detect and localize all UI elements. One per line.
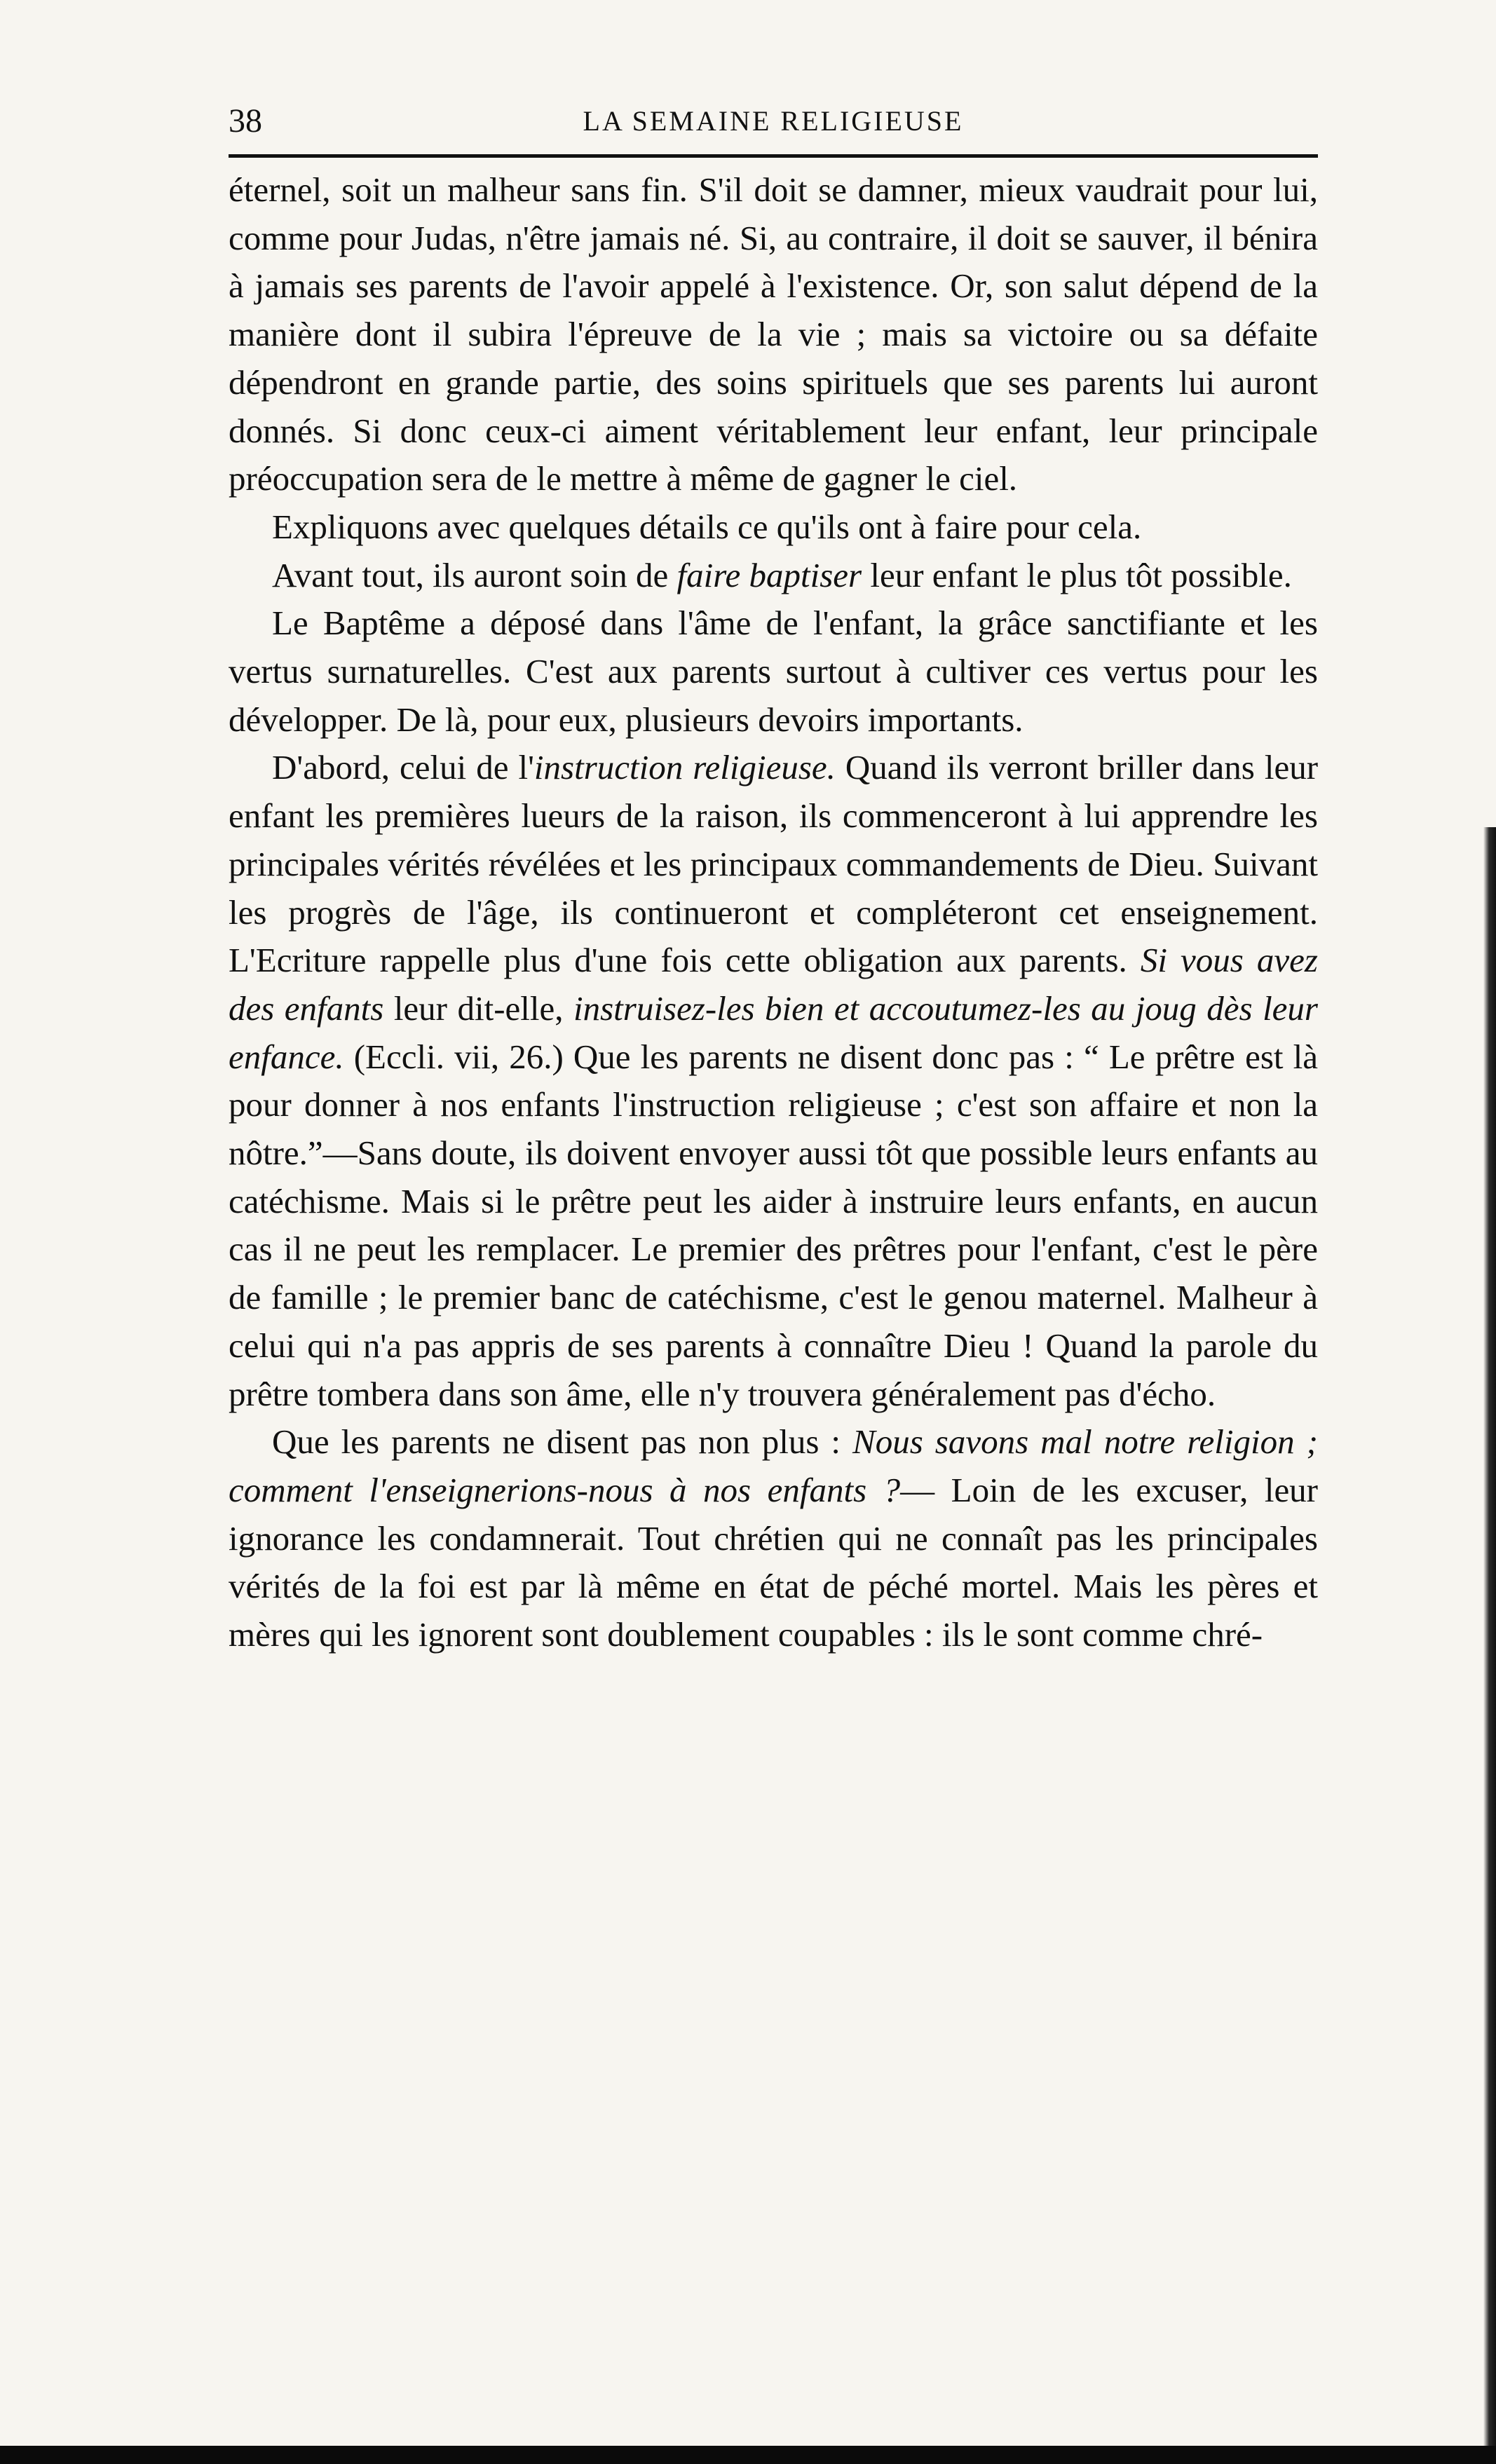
text-run: D'abord, celui de l' — [272, 748, 534, 787]
text-run: leur dit-elle, — [383, 988, 573, 1028]
text-run: — Loin de les excuser, leur ignorance les condamnerait. Tout chrétien qui ne connaît pas les principales vérités de la foi est par là même en état de péché mortel. Mais les pères et mères qui les ignorent sont doublement coupables : ils le sont comme chré- — [229, 1470, 1319, 1654]
paragraph — [229, 166, 1318, 503]
italic-phrase: Nous savons mal notre religion ; comment l'enseignerions-nous à nos enfants ? — [229, 1422, 1318, 1509]
page-edge-shadow — [1483, 827, 1496, 2464]
text-run: Quand ils verront briller dans leur enfant les premières lueurs de la raison, ils commenceront à lui apprendre les principales vérités révélées et les principaux commandements de Dieu. Suivant les progrès de l'âge, ils continueront et compléteront cet enseignement. L'Ecriture rappelle plus d'une fois cette obligation aux parents. — [229, 748, 1319, 980]
text-run: leur enfant le plus tôt possible. — [862, 555, 1292, 594]
header-rule — [229, 154, 1318, 158]
text-run: Expliquons avec quelques détails ce qu'ils ont à faire pour cela. — [272, 507, 1142, 546]
italic-phrase: instruisez-les bien et accoutumez-les au joug dès leur enfance. — [229, 988, 1318, 1076]
page-number: 38 — [229, 102, 262, 139]
text-run: (Eccli. vii, 26.) Que les parents ne disent donc pas : “ Le prêtre est là pour donner à nos enfants l'instruction religieuse ; c'est son affaire et non la nôtre.”—Sans doute, ils doivent envoyer aussi tôt que possible leurs enfants au catéchisme. Mais si le prêtre peut les aider à instruire leurs enfants, en aucun cas il ne peut les remplacer. Le premier des prêtres pour l'enfant, c'est le père de famille ; le premier banc de catéchisme, c'est le genou maternel. Malheur à celui qui n'a pas appris de ses parents à connaître Dieu ! Quand la parole du prêtre tombera dans son âme, elle n'y trouvera généralement pas d'écho. — [229, 1037, 1318, 1413]
paragraph — [229, 1418, 1318, 1659]
text-run: Le Baptême a déposé dans l'âme de l'enfant, la grâce sanctifiante et les vertus surnaturelles. C'est aux parents surtout à cultiver ces vertus pour les développer. De là, pour eux, plusieurs devoirs importants. — [229, 604, 1318, 739]
paragraph — [229, 599, 1318, 744]
italic-phrase: Si vous avez des enfants — [229, 941, 1319, 1028]
italic-phrase: faire baptiser — [676, 555, 862, 594]
italic-phrase: instruction religieuse. — [533, 748, 836, 787]
paragraph — [229, 744, 1318, 1418]
book-page — [229, 98, 1318, 1659]
running-head — [229, 98, 1318, 144]
text-run: Que les parents ne disent pas non plus : — [272, 1422, 853, 1462]
body-text — [229, 166, 1318, 1659]
running-title: LA SEMAINE RELIGIEUSE — [583, 105, 964, 137]
paragraph — [229, 503, 1318, 552]
scan-bottom-edge — [0, 2446, 1496, 2464]
text-run: Avant tout, ils auront soin de — [272, 555, 677, 594]
text-run: éternel, soit un malheur sans fin. S'il doit se damner, mieux vaudrait pour lui, comme pour Judas, n'être jamais né. Si, au contraire, il doit se sauver, il bénira à jamais ses parents de l'avoir appelé à l'existence. Or, son salut dépend de la manière dont il subira l'épreuve de la vie ; mais sa victoire ou sa défaite dépendront en grande partie, des soins spirituels que ses parents lui auront donnés. Si donc ceux-ci aiment véritablement leur enfant, leur principale préoccupation sera de le mettre à même de gagner le ciel. — [229, 170, 1318, 498]
paragraph — [229, 552, 1318, 600]
